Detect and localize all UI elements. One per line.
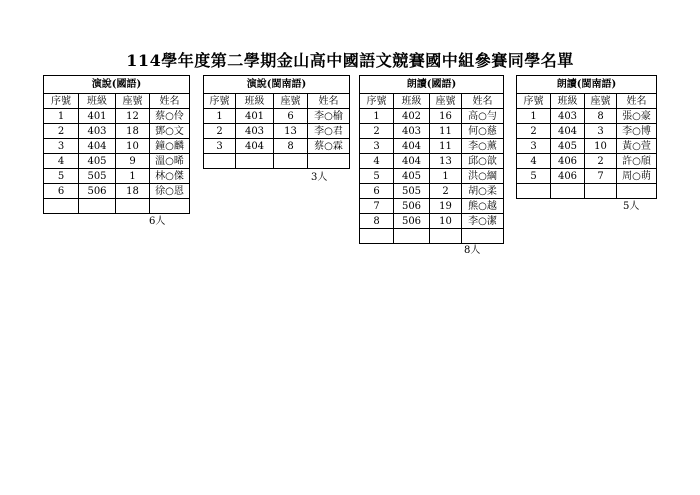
category-header: 演說(國語) — [44, 76, 190, 94]
table-row — [360, 124, 504, 139]
seat-cell: 8 — [274, 139, 308, 154]
seat-cell: 19 — [430, 199, 462, 214]
seat-cell: 11 — [430, 139, 462, 154]
column-header-seat: 座號 — [274, 94, 308, 109]
seq-cell: 4 — [517, 154, 551, 169]
seat-cell: 9 — [116, 154, 150, 169]
table-row — [360, 184, 504, 199]
seat-cell: 10 — [116, 139, 150, 154]
seat-cell: 6 — [274, 109, 308, 124]
column-header-name: 姓名 — [308, 94, 350, 109]
table-row — [517, 109, 657, 124]
column-header-seq: 序號 — [517, 94, 551, 109]
table-row — [204, 109, 350, 124]
class-cell: 403 — [394, 124, 430, 139]
table-row — [44, 139, 190, 154]
seq-cell: 1 — [44, 109, 79, 124]
category-header: 朗讀(閩南語) — [517, 76, 657, 94]
seq-cell: 5 — [360, 169, 394, 184]
seq-cell: 5 — [517, 169, 551, 184]
class-cell: 506 — [79, 184, 116, 199]
name-cell: 許○頎 — [617, 154, 657, 169]
roster-table — [516, 75, 657, 199]
class-cell: 406 — [551, 169, 585, 184]
table-row — [517, 154, 657, 169]
class-cell: 403 — [236, 124, 274, 139]
seq-cell: 3 — [517, 139, 551, 154]
page-title: 114學年度第二學期金山高中國語文競賽國中組參賽同學名單 — [126, 51, 574, 70]
column-header-seq: 序號 — [360, 94, 394, 109]
class-cell: 506 — [394, 199, 430, 214]
class-cell: 405 — [551, 139, 585, 154]
table-row — [517, 169, 657, 184]
name-cell: 溫○晞 — [150, 154, 190, 169]
participant-count: 5人 — [623, 201, 640, 212]
participant-count: 3人 — [311, 172, 328, 183]
empty-row — [204, 154, 350, 169]
column-header-seat: 座號 — [116, 94, 150, 109]
table-row — [360, 139, 504, 154]
table-row — [44, 124, 190, 139]
seq-cell: 2 — [360, 124, 394, 139]
seq-cell: 8 — [360, 214, 394, 229]
column-header-name: 姓名 — [617, 94, 657, 109]
column-header-seat: 座號 — [585, 94, 617, 109]
seat-cell: 12 — [116, 109, 150, 124]
seq-cell: 4 — [44, 154, 79, 169]
seat-cell: 10 — [430, 214, 462, 229]
class-cell: 401 — [236, 109, 274, 124]
class-cell: 403 — [79, 124, 116, 139]
column-header-class: 班級 — [79, 94, 116, 109]
class-cell: 505 — [394, 184, 430, 199]
seq-cell: 4 — [360, 154, 394, 169]
seq-cell: 6 — [44, 184, 79, 199]
table-row — [44, 109, 190, 124]
seat-cell: 11 — [430, 124, 462, 139]
seq-cell: 3 — [204, 139, 236, 154]
seq-cell: 2 — [44, 124, 79, 139]
section-reading-mandarin — [359, 75, 504, 256]
table-row — [44, 154, 190, 169]
column-header-seq: 序號 — [44, 94, 79, 109]
roster-table — [203, 75, 350, 169]
class-cell: 401 — [79, 109, 116, 124]
column-header-seq: 序號 — [204, 94, 236, 109]
empty-row — [44, 199, 190, 214]
table-row — [360, 154, 504, 169]
class-cell: 404 — [551, 124, 585, 139]
class-cell: 404 — [236, 139, 274, 154]
table-row — [44, 169, 190, 184]
name-cell: 李○薰 — [462, 139, 504, 154]
column-header-class: 班級 — [394, 94, 430, 109]
column-header-class: 班級 — [551, 94, 585, 109]
name-cell: 洪○綱 — [462, 169, 504, 184]
seq-cell: 1 — [360, 109, 394, 124]
seq-cell: 2 — [204, 124, 236, 139]
name-cell: 高○勻 — [462, 109, 504, 124]
empty-row — [360, 229, 504, 244]
name-cell: 蔡○霖 — [308, 139, 350, 154]
seat-cell: 2 — [585, 154, 617, 169]
table-row — [517, 139, 657, 154]
name-cell: 鄧○文 — [150, 124, 190, 139]
seat-cell: 13 — [430, 154, 462, 169]
class-cell: 505 — [79, 169, 116, 184]
seq-cell: 7 — [360, 199, 394, 214]
table-row — [360, 169, 504, 184]
table-row — [360, 199, 504, 214]
seat-cell: 7 — [585, 169, 617, 184]
participant-count: 8人 — [464, 245, 481, 256]
class-cell: 403 — [551, 109, 585, 124]
class-cell: 506 — [394, 214, 430, 229]
seat-cell: 3 — [585, 124, 617, 139]
class-cell: 404 — [394, 154, 430, 169]
seq-cell: 5 — [44, 169, 79, 184]
participant-count: 6人 — [149, 216, 166, 227]
name-cell: 邱○歆 — [462, 154, 504, 169]
roster-table — [359, 75, 504, 244]
seq-cell: 3 — [360, 139, 394, 154]
table-row — [517, 124, 657, 139]
seat-cell: 18 — [116, 184, 150, 199]
table-row — [360, 214, 504, 229]
name-cell: 胡○柔 — [462, 184, 504, 199]
section-speech-mandarin — [43, 75, 190, 227]
column-header-name: 姓名 — [150, 94, 190, 109]
seq-cell: 3 — [44, 139, 79, 154]
name-cell: 李○潔 — [462, 214, 504, 229]
section-speech-minnan — [203, 75, 350, 183]
table-row — [360, 109, 504, 124]
name-cell: 張○豪 — [617, 109, 657, 124]
name-cell: 黃○萱 — [617, 139, 657, 154]
name-cell: 林○傑 — [150, 169, 190, 184]
seat-cell: 16 — [430, 109, 462, 124]
seq-cell: 1 — [517, 109, 551, 124]
name-cell: 何○慈 — [462, 124, 504, 139]
class-cell: 406 — [551, 154, 585, 169]
name-cell: 徐○恩 — [150, 184, 190, 199]
column-header-seat: 座號 — [430, 94, 462, 109]
category-header: 朗讀(國語) — [360, 76, 504, 94]
name-cell: 李○博 — [617, 124, 657, 139]
name-cell: 鐘○麟 — [150, 139, 190, 154]
seq-cell: 2 — [517, 124, 551, 139]
name-cell: 蔡○伶 — [150, 109, 190, 124]
class-cell: 405 — [79, 154, 116, 169]
seat-cell: 1 — [430, 169, 462, 184]
column-header-name: 姓名 — [462, 94, 504, 109]
roster-table — [43, 75, 190, 214]
name-cell: 周○萌 — [617, 169, 657, 184]
seq-cell: 6 — [360, 184, 394, 199]
class-cell: 404 — [394, 139, 430, 154]
name-cell: 熊○越 — [462, 199, 504, 214]
seat-cell: 8 — [585, 109, 617, 124]
seat-cell: 18 — [116, 124, 150, 139]
class-cell: 404 — [79, 139, 116, 154]
seat-cell: 2 — [430, 184, 462, 199]
category-header: 演說(閩南語) — [204, 76, 350, 94]
table-row — [204, 139, 350, 154]
class-cell: 402 — [394, 109, 430, 124]
seat-cell: 13 — [274, 124, 308, 139]
seq-cell: 1 — [204, 109, 236, 124]
class-cell: 405 — [394, 169, 430, 184]
section-reading-minnan — [516, 75, 657, 212]
seat-cell: 10 — [585, 139, 617, 154]
name-cell: 李○榆 — [308, 109, 350, 124]
table-row — [44, 184, 190, 199]
name-cell: 李○君 — [308, 124, 350, 139]
column-header-class: 班級 — [236, 94, 274, 109]
seat-cell: 1 — [116, 169, 150, 184]
table-row — [204, 124, 350, 139]
